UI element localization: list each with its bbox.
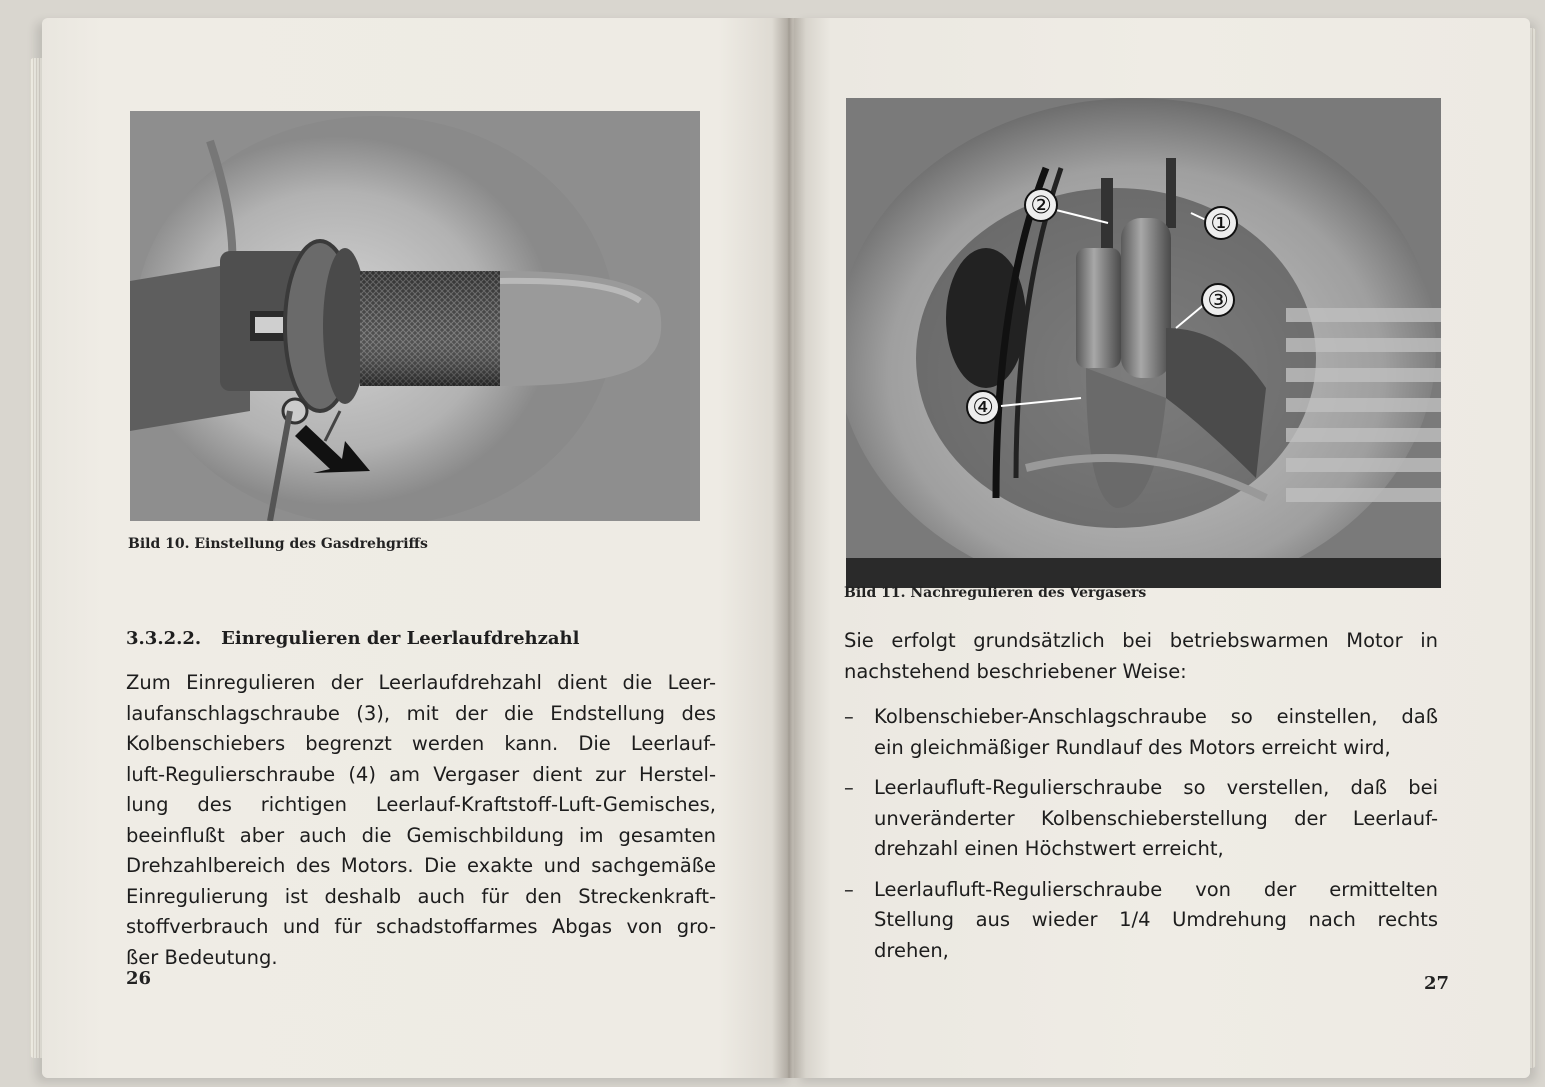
text-line: Stellung aus wieder 1/4 Umdrehung nach rechts [874,908,1438,931]
left-page [42,18,794,1078]
list-dash: – [844,776,854,799]
open-booklet [30,18,1540,1078]
section-paragraph [126,668,716,973]
marker-3: ③ [1207,286,1229,314]
section-heading [126,628,579,649]
intro-paragraph [844,626,1438,687]
text-line: laufanschlagschraube (3), mit der die Endstellung des [126,701,716,725]
text-line: drehen, [874,938,949,962]
text-line: unveränderter Kolbenschieberstellung der Leerlauf- [874,806,1438,830]
section-title: Einregulieren der Leerlaufdrehzahl [221,628,580,649]
figure-11-caption: Bild 11. Nachregulieren des Vergasers [844,585,1147,601]
right-page [794,18,1530,1078]
text-line: Drehzahlbereich des Motors. Die exakte und sachgemäße [126,854,716,877]
text-line: Leerlaufluft-Regulierschraube so verstellen, daß bei [874,776,1438,799]
page-number-right: 27 [1424,973,1450,994]
marker-4: ④ [972,393,994,421]
text-line: stoffverbrauch und für schadstoffarmes Abgas von gro- [126,915,716,938]
marker-2: ② [1030,191,1052,219]
text-line: drehzahl einen Höchstwert erreicht, [874,837,1224,860]
text-line: Sie erfolgt grundsätzlich bei betriebswarmen Motor in [844,629,1438,652]
text-line: ein gleichmäßiger Rundlauf des Motors erreicht wird, [874,735,1391,759]
figure-11-carburetor-photo [846,98,1441,588]
text-line: Einregulierung ist deshalb auch für den Streckenkraft- [126,884,716,908]
text-line: ßer Bedeutung. [126,945,278,969]
instruction-list [844,702,1438,976]
figure-10-throttle-grip-photo [130,111,700,521]
list-item [844,702,1438,763]
page-number-left: 26 [126,968,152,989]
figure-10-caption: Bild 10. Einstellung des Gasdrehgriffs [128,536,428,552]
list-dash: – [844,705,854,728]
section-number: 3.3.2.2. [126,628,202,649]
text-line: nachstehend beschriebener Weise: [844,659,1187,683]
list-item [844,773,1438,865]
list-dash: – [844,877,854,901]
text-line: Leerlaufluft-Regulierschraube von der ermittelten [874,877,1438,901]
text-line: Kolbenschiebers begrenzt werden kann. Die Leerlauf- [126,732,716,755]
text-line: luft-Regulierschraube (4) am Vergaser dient zur Herstel- [126,762,716,786]
text-line: Kolbenschieber-Anschlagschraube so einstellen, daß [874,705,1438,728]
text-line: beeinflußt aber auch die Gemischbildung im gesamten [126,823,716,847]
text-line: Zum Einregulieren der Leerlaufdrehzahl dient die Leer- [126,671,716,694]
text-line: lung des richtigen Leerlauf-Kraftstoff-Luft-Gemisches, [126,793,716,816]
list-item [844,875,1438,967]
marker-1: ① [1210,209,1232,237]
